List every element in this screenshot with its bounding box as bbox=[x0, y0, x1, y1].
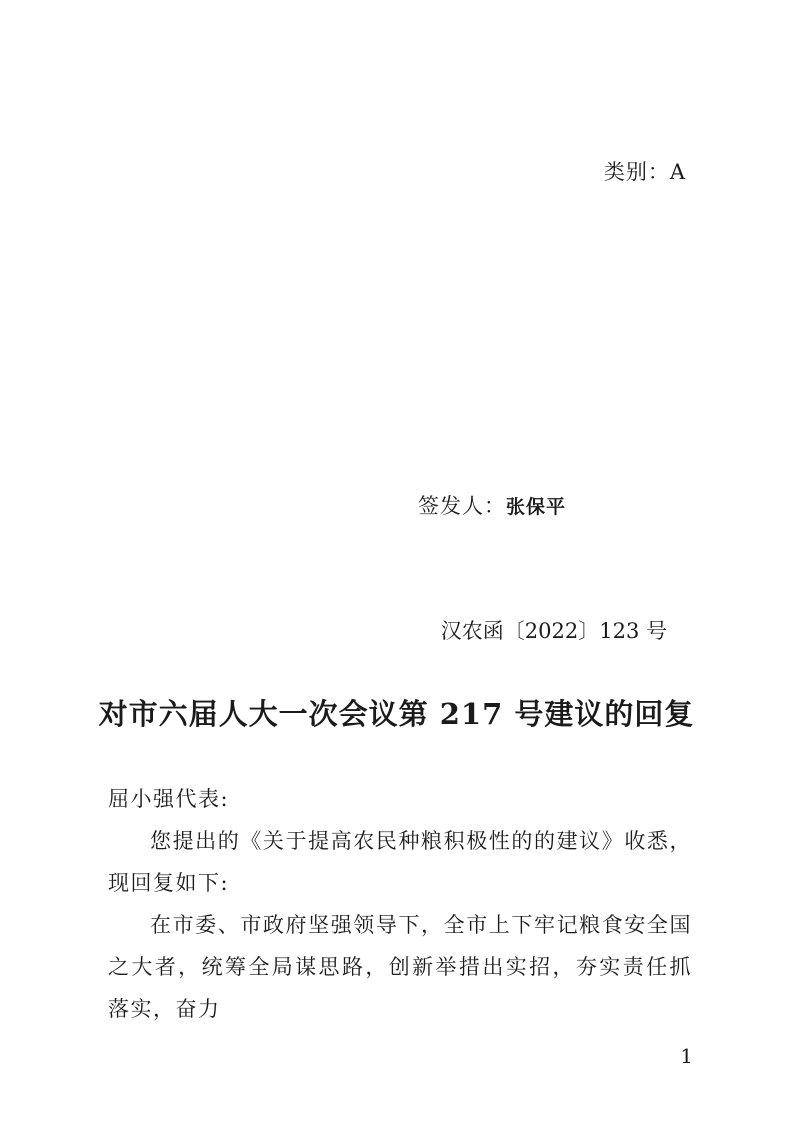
signer-line bbox=[418, 490, 566, 520]
salutation: 屈小强代表: bbox=[108, 787, 230, 811]
category-label: 类别：A bbox=[603, 160, 686, 184]
signer-label: 签发人： bbox=[418, 494, 506, 518]
document-body bbox=[108, 778, 692, 1030]
signer-name: 张保平 bbox=[506, 496, 567, 518]
document-number: 汉农函〔2022〕123 号 bbox=[440, 619, 667, 643]
body-paragraph-2: 在市委、市政府坚强领导下，全市上下牢记粮食安全国之大者，统筹全局谋思路，创新举措出实招，夯实责任抓落实，奋力 bbox=[108, 913, 692, 1021]
document-title: 对市六届人大一次会议第 217 号建议的回复 bbox=[98, 697, 695, 731]
body-paragraph-1: 您提出的《关于提高农民种粮积极性的的建议》收悉，现回复如下: bbox=[108, 829, 692, 895]
page-number: 1 bbox=[680, 1044, 693, 1068]
